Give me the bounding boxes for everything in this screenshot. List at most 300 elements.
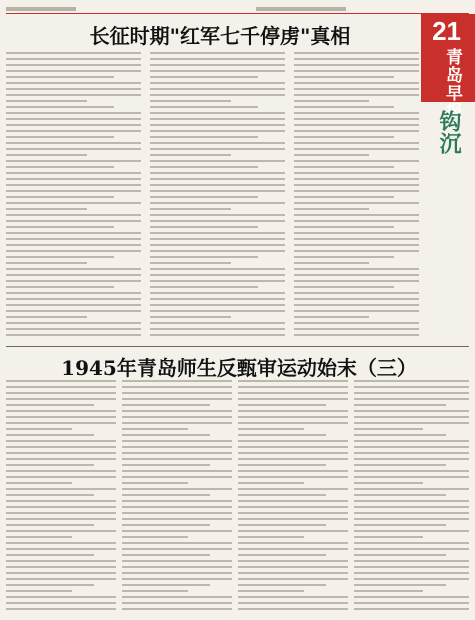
text-line-placeholder xyxy=(150,214,285,216)
text-line-placeholder xyxy=(150,202,285,204)
text-line-placeholder xyxy=(122,464,210,466)
text-line-placeholder xyxy=(354,590,423,592)
text-line-placeholder xyxy=(6,232,141,234)
text-line-placeholder xyxy=(354,536,423,538)
text-line-placeholder xyxy=(150,286,258,288)
text-line-placeholder xyxy=(238,584,326,586)
text-line-placeholder xyxy=(354,488,469,490)
text-line-placeholder xyxy=(294,286,394,288)
text-line-placeholder xyxy=(294,232,419,234)
text-line-placeholder xyxy=(354,524,446,526)
text-line-placeholder xyxy=(6,112,141,114)
text-line-placeholder xyxy=(150,100,231,102)
text-line-placeholder xyxy=(6,602,116,604)
text-line-placeholder xyxy=(354,434,446,436)
article2-column-3 xyxy=(238,380,348,614)
text-line-placeholder xyxy=(6,596,116,598)
text-line-placeholder xyxy=(150,316,231,318)
article2-column-2 xyxy=(122,380,232,614)
text-line-placeholder xyxy=(6,476,116,478)
article2-title: 1945年青岛师生反甄审运动始末（三） xyxy=(61,356,417,380)
text-line-placeholder xyxy=(354,398,469,400)
text-line-placeholder xyxy=(6,70,141,72)
text-line-placeholder xyxy=(238,410,348,412)
text-line-placeholder xyxy=(238,560,348,562)
text-line-placeholder xyxy=(6,524,94,526)
article1-column-2 xyxy=(150,52,285,342)
text-line-placeholder xyxy=(122,392,232,394)
text-line-placeholder xyxy=(6,464,94,466)
text-line-placeholder xyxy=(294,262,369,264)
text-line-placeholder xyxy=(294,184,419,186)
text-line-placeholder xyxy=(122,446,232,448)
text-line-placeholder xyxy=(354,440,469,442)
text-line-placeholder xyxy=(294,124,419,126)
text-line-placeholder xyxy=(6,172,141,174)
text-line-placeholder xyxy=(294,196,394,198)
text-line-placeholder xyxy=(238,506,348,508)
text-line-placeholder xyxy=(150,154,231,156)
article1-column-3 xyxy=(294,52,419,342)
text-line-placeholder xyxy=(6,52,141,54)
text-line-placeholder xyxy=(6,220,141,222)
text-line-placeholder xyxy=(294,148,419,150)
text-line-placeholder xyxy=(122,404,210,406)
text-line-placeholder xyxy=(354,392,469,394)
text-line-placeholder xyxy=(294,274,419,276)
text-line-placeholder xyxy=(294,94,419,96)
text-line-placeholder xyxy=(150,196,258,198)
text-line-placeholder xyxy=(238,578,348,580)
text-line-placeholder xyxy=(122,422,232,424)
text-line-placeholder xyxy=(238,392,348,394)
text-line-placeholder xyxy=(6,250,141,252)
text-line-placeholder xyxy=(6,536,72,538)
text-line-placeholder xyxy=(122,506,232,508)
text-line-placeholder xyxy=(6,560,116,562)
text-line-placeholder xyxy=(6,322,141,324)
text-line-placeholder xyxy=(294,220,419,222)
text-line-placeholder xyxy=(6,106,114,108)
text-line-placeholder xyxy=(6,280,141,282)
text-line-placeholder xyxy=(354,482,423,484)
text-line-placeholder xyxy=(150,52,285,54)
text-line-placeholder xyxy=(294,244,419,246)
text-line-placeholder xyxy=(150,244,285,246)
text-line-placeholder xyxy=(238,428,304,430)
text-line-placeholder xyxy=(6,434,94,436)
text-line-placeholder xyxy=(6,584,94,586)
text-line-placeholder xyxy=(294,226,394,228)
text-line-placeholder xyxy=(150,94,285,96)
text-line-placeholder xyxy=(150,250,285,252)
text-line-placeholder xyxy=(294,334,419,336)
text-line-placeholder xyxy=(238,440,348,442)
text-line-placeholder xyxy=(6,334,141,336)
text-line-placeholder xyxy=(294,292,419,294)
text-line-placeholder xyxy=(6,64,141,66)
text-line-placeholder xyxy=(238,596,348,598)
text-line-placeholder xyxy=(122,530,232,532)
text-line-placeholder xyxy=(150,88,285,90)
text-line-placeholder xyxy=(150,334,285,336)
text-line-placeholder xyxy=(294,70,419,72)
text-line-placeholder xyxy=(238,380,348,382)
text-line-placeholder xyxy=(354,452,469,454)
section-label: 钩沉 xyxy=(436,110,462,154)
text-line-placeholder xyxy=(354,416,469,418)
text-line-placeholder xyxy=(354,506,469,508)
text-line-placeholder xyxy=(238,452,348,454)
text-line-placeholder xyxy=(150,322,285,324)
text-line-placeholder xyxy=(238,404,326,406)
text-line-placeholder xyxy=(6,518,116,520)
text-line-placeholder xyxy=(122,560,232,562)
text-line-placeholder xyxy=(6,214,141,216)
text-line-placeholder xyxy=(238,602,348,604)
text-line-placeholder xyxy=(294,268,419,270)
text-line-placeholder xyxy=(354,380,469,382)
text-line-placeholder xyxy=(150,298,285,300)
text-line-placeholder xyxy=(294,166,394,168)
text-line-placeholder xyxy=(294,142,419,144)
text-line-placeholder xyxy=(354,548,469,550)
text-line-placeholder xyxy=(354,386,469,388)
text-line-placeholder xyxy=(294,100,369,102)
text-line-placeholder xyxy=(150,58,285,60)
text-line-placeholder xyxy=(150,274,285,276)
text-line-placeholder xyxy=(6,488,116,490)
text-line-placeholder xyxy=(6,422,116,424)
text-line-placeholder xyxy=(354,470,469,472)
text-line-placeholder xyxy=(354,410,469,412)
text-line-placeholder xyxy=(6,310,141,312)
text-line-placeholder xyxy=(294,316,369,318)
text-line-placeholder xyxy=(6,208,87,210)
text-line-placeholder xyxy=(122,410,232,412)
masthead: 青岛早报 xyxy=(442,48,462,120)
text-line-placeholder xyxy=(6,202,141,204)
header-strip xyxy=(6,6,469,14)
text-line-placeholder xyxy=(6,136,114,138)
text-line-placeholder xyxy=(122,434,210,436)
text-line-placeholder xyxy=(238,542,348,544)
text-line-placeholder xyxy=(354,422,469,424)
text-line-placeholder xyxy=(6,262,87,264)
text-line-placeholder xyxy=(6,416,116,418)
text-line-placeholder xyxy=(294,160,419,162)
text-line-placeholder xyxy=(6,554,94,556)
text-line-placeholder xyxy=(294,280,419,282)
text-line-placeholder xyxy=(294,190,419,192)
text-line-placeholder xyxy=(6,428,72,430)
text-line-placeholder xyxy=(150,280,285,282)
text-line-placeholder xyxy=(354,428,423,430)
text-line-placeholder xyxy=(238,572,348,574)
text-line-placeholder xyxy=(6,196,114,198)
text-line-placeholder xyxy=(6,166,114,168)
text-line-placeholder xyxy=(122,428,188,430)
text-line-placeholder xyxy=(150,292,285,294)
text-line-placeholder xyxy=(122,590,188,592)
text-line-placeholder xyxy=(122,380,232,382)
text-line-placeholder xyxy=(354,554,446,556)
text-line-placeholder xyxy=(238,398,348,400)
text-line-placeholder xyxy=(354,584,446,586)
text-line-placeholder xyxy=(6,82,141,84)
text-line-placeholder xyxy=(6,452,116,454)
text-line-placeholder xyxy=(122,518,232,520)
text-line-placeholder xyxy=(6,292,141,294)
text-line-placeholder xyxy=(150,184,285,186)
text-line-placeholder xyxy=(238,386,348,388)
text-line-placeholder xyxy=(6,58,141,60)
text-line-placeholder xyxy=(6,470,116,472)
text-line-placeholder xyxy=(150,106,258,108)
text-line-placeholder xyxy=(122,482,188,484)
text-line-placeholder xyxy=(6,94,141,96)
text-line-placeholder xyxy=(150,148,285,150)
text-line-placeholder xyxy=(122,554,210,556)
text-line-placeholder xyxy=(294,172,419,174)
text-line-placeholder xyxy=(150,64,285,66)
text-line-placeholder xyxy=(354,518,469,520)
text-line-placeholder xyxy=(238,446,348,448)
text-line-placeholder xyxy=(354,512,469,514)
text-line-placeholder xyxy=(238,518,348,520)
text-line-placeholder xyxy=(354,542,469,544)
text-line-placeholder xyxy=(6,184,141,186)
text-line-placeholder xyxy=(294,136,394,138)
text-line-placeholder xyxy=(122,398,232,400)
text-line-placeholder xyxy=(238,524,326,526)
text-line-placeholder xyxy=(122,488,232,490)
article-divider xyxy=(6,346,469,347)
text-line-placeholder xyxy=(354,446,469,448)
text-line-placeholder xyxy=(150,208,231,210)
text-line-placeholder xyxy=(238,434,326,436)
text-line-placeholder xyxy=(6,118,141,120)
text-line-placeholder xyxy=(294,154,369,156)
text-line-placeholder xyxy=(150,232,285,234)
text-line-placeholder xyxy=(122,596,232,598)
text-line-placeholder xyxy=(6,154,87,156)
text-line-placeholder xyxy=(6,124,141,126)
text-line-placeholder xyxy=(294,106,394,108)
text-line-placeholder xyxy=(122,500,232,502)
text-line-placeholder xyxy=(6,446,116,448)
text-line-placeholder xyxy=(150,136,258,138)
text-line-placeholder xyxy=(294,76,394,78)
text-line-placeholder xyxy=(150,172,285,174)
text-line-placeholder xyxy=(6,494,94,496)
text-line-placeholder xyxy=(122,458,232,460)
text-line-placeholder xyxy=(150,262,231,264)
text-line-placeholder xyxy=(150,166,258,168)
text-line-placeholder xyxy=(122,536,188,538)
text-line-placeholder xyxy=(6,76,114,78)
text-line-placeholder xyxy=(238,536,304,538)
text-line-placeholder xyxy=(294,118,419,120)
text-line-placeholder xyxy=(6,178,141,180)
text-line-placeholder xyxy=(294,250,419,252)
text-line-placeholder xyxy=(122,524,210,526)
text-line-placeholder xyxy=(6,572,116,574)
text-line-placeholder xyxy=(294,112,419,114)
text-line-placeholder xyxy=(6,578,116,580)
text-line-placeholder xyxy=(238,488,348,490)
text-line-placeholder xyxy=(294,64,419,66)
text-line-placeholder xyxy=(6,316,87,318)
text-line-placeholder xyxy=(294,88,419,90)
text-line-placeholder xyxy=(6,100,87,102)
text-line-placeholder xyxy=(354,500,469,502)
text-line-placeholder xyxy=(238,608,348,610)
text-line-placeholder xyxy=(294,130,419,132)
text-line-placeholder xyxy=(122,566,232,568)
text-line-placeholder xyxy=(150,82,285,84)
text-line-placeholder xyxy=(122,548,232,550)
text-line-placeholder xyxy=(294,298,419,300)
text-line-placeholder xyxy=(238,422,348,424)
text-line-placeholder xyxy=(238,590,304,592)
text-line-placeholder xyxy=(122,416,232,418)
text-line-placeholder xyxy=(6,530,116,532)
text-line-placeholder xyxy=(238,464,326,466)
text-line-placeholder xyxy=(122,470,232,472)
text-line-placeholder xyxy=(6,542,116,544)
text-line-placeholder xyxy=(294,58,419,60)
text-line-placeholder xyxy=(150,256,258,258)
text-line-placeholder xyxy=(294,322,419,324)
text-line-placeholder xyxy=(6,458,116,460)
text-line-placeholder xyxy=(6,506,116,508)
text-line-placeholder xyxy=(150,160,285,162)
text-line-placeholder xyxy=(122,542,232,544)
text-line-placeholder xyxy=(6,298,141,300)
text-line-placeholder xyxy=(122,584,210,586)
text-line-placeholder xyxy=(238,566,348,568)
text-line-placeholder xyxy=(354,458,469,460)
text-line-placeholder xyxy=(294,304,419,306)
text-line-placeholder xyxy=(6,608,116,610)
text-line-placeholder xyxy=(122,602,232,604)
text-line-placeholder xyxy=(122,476,232,478)
text-line-placeholder xyxy=(238,416,348,418)
text-line-placeholder xyxy=(354,608,469,610)
text-line-placeholder xyxy=(238,476,348,478)
text-line-placeholder xyxy=(150,124,285,126)
text-line-placeholder xyxy=(6,88,141,90)
text-line-placeholder xyxy=(6,238,141,240)
text-line-placeholder xyxy=(122,386,232,388)
text-line-placeholder xyxy=(238,512,348,514)
text-line-placeholder xyxy=(122,608,232,610)
text-line-placeholder xyxy=(6,130,141,132)
text-line-placeholder xyxy=(150,178,285,180)
text-line-placeholder xyxy=(6,256,114,258)
text-line-placeholder xyxy=(6,392,116,394)
text-line-placeholder xyxy=(122,452,232,454)
text-line-placeholder xyxy=(122,494,210,496)
text-line-placeholder xyxy=(354,560,469,562)
article2-column-1 xyxy=(6,380,116,614)
text-line-placeholder xyxy=(6,190,141,192)
text-line-placeholder xyxy=(150,268,285,270)
text-line-placeholder xyxy=(6,328,141,330)
text-line-placeholder xyxy=(6,386,116,388)
text-line-placeholder xyxy=(294,310,419,312)
article2-column-4 xyxy=(354,380,469,614)
text-line-placeholder xyxy=(294,82,419,84)
text-line-placeholder xyxy=(354,476,469,478)
text-line-placeholder xyxy=(150,70,285,72)
text-line-placeholder xyxy=(6,380,116,382)
text-line-placeholder xyxy=(150,238,285,240)
text-line-placeholder xyxy=(354,566,469,568)
text-line-placeholder xyxy=(150,142,285,144)
text-line-placeholder xyxy=(238,530,348,532)
text-line-placeholder xyxy=(294,238,419,240)
text-line-placeholder xyxy=(354,602,469,604)
text-line-placeholder xyxy=(122,578,232,580)
text-line-placeholder xyxy=(150,190,285,192)
text-line-placeholder xyxy=(150,220,285,222)
text-line-placeholder xyxy=(6,404,94,406)
text-line-placeholder xyxy=(150,304,285,306)
text-line-placeholder xyxy=(238,458,348,460)
text-line-placeholder xyxy=(294,208,369,210)
text-line-placeholder xyxy=(150,112,285,114)
text-line-placeholder xyxy=(6,274,141,276)
text-line-placeholder xyxy=(122,440,232,442)
text-line-placeholder xyxy=(6,512,116,514)
text-line-placeholder xyxy=(354,494,446,496)
text-line-placeholder xyxy=(122,572,232,574)
text-line-placeholder xyxy=(6,590,72,592)
text-line-placeholder xyxy=(150,76,258,78)
article1-title: 长征时期"红军七千停虏"真相 xyxy=(89,24,351,48)
text-line-placeholder xyxy=(6,440,116,442)
text-line-placeholder xyxy=(122,512,232,514)
text-line-placeholder xyxy=(354,404,446,406)
text-line-placeholder xyxy=(238,482,304,484)
text-line-placeholder xyxy=(6,286,114,288)
text-line-placeholder xyxy=(6,566,116,568)
text-line-placeholder xyxy=(354,578,469,580)
text-line-placeholder xyxy=(294,256,394,258)
text-line-placeholder xyxy=(6,148,141,150)
text-line-placeholder xyxy=(354,464,446,466)
text-line-placeholder xyxy=(6,268,141,270)
text-line-placeholder xyxy=(6,410,116,412)
text-line-placeholder xyxy=(6,482,72,484)
text-line-placeholder xyxy=(6,304,141,306)
text-line-placeholder xyxy=(238,494,326,496)
text-line-placeholder xyxy=(150,310,285,312)
text-line-placeholder xyxy=(6,500,116,502)
text-line-placeholder xyxy=(354,530,469,532)
text-line-placeholder xyxy=(294,214,419,216)
text-line-placeholder xyxy=(238,548,348,550)
page-number: 21 xyxy=(432,16,461,46)
text-line-placeholder xyxy=(354,596,469,598)
text-line-placeholder xyxy=(6,548,116,550)
text-line-placeholder xyxy=(6,160,141,162)
text-line-placeholder xyxy=(150,130,285,132)
text-line-placeholder xyxy=(294,52,419,54)
text-line-placeholder xyxy=(238,554,326,556)
